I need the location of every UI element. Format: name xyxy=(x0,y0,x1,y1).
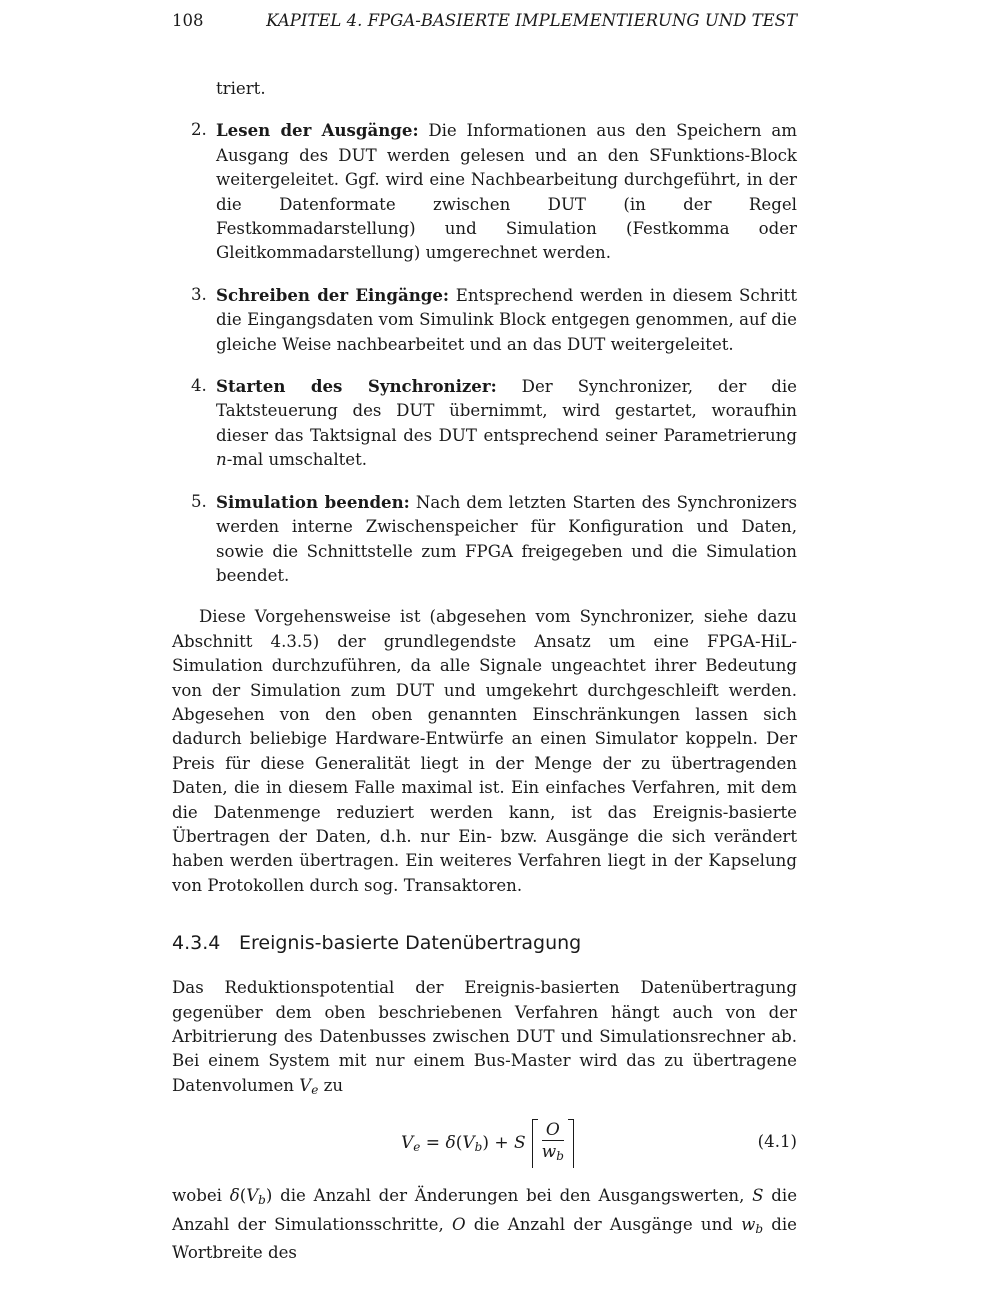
numbered-list xyxy=(172,118,797,588)
list-item-number: 4. xyxy=(191,376,207,396)
list-item-term: Starten des Synchronizer: xyxy=(216,376,497,397)
final-paragraph: wobei $\delta(V_b)$ die Anzahl der Änderungen bei den Ausgangswerten, S die Anzahl der Simulationsschritte, O die Anzahl der Ausgänge und $w_b$ die Wortbreite des xyxy=(172,1186,798,1263)
list-item-description: Nach dem letzten Starten des Synchronizers werden interne Zwischenspeicher für Konfiguration und Daten, sowie die Schnittstelle zum FPGA freigegeben und die Simulation beendet. xyxy=(216,492,797,585)
section-paragraph xyxy=(172,976,797,1102)
list-continuation-text: triert. xyxy=(216,79,266,98)
inline-math-vb: $V_b$ xyxy=(246,1186,266,1208)
eq-plus: + xyxy=(488,1133,515,1154)
list-item-description: Entsprechend werden in diesem Schritt die Eingangsdaten vom Simulink Block entgegen genommen, auf die gleiche Weise nachbearbeitet und an das DUT weitergeleitet. xyxy=(216,285,797,354)
fraction-denominator: $w_b$ xyxy=(541,1141,564,1163)
inline-math-o: O xyxy=(451,1214,466,1234)
ceiling-left-bracket xyxy=(532,1119,538,1168)
body-paragraph: Diese Vorgehensweise ist (abgesehen vom Synchronizer, siehe dazu Abschnitt 4.3.5) der grundlegendste Ansatz um eine FPGA-HiL-Simulation durchzuführen, da alle Signale ungeachtet ihrer Bedeutung von der Simulation zum DUT und umgekehrt durchgeschleift werden. Abgesehen von den oben genannten Einschränkungen lassen sich dadurch beliebige Hardware-Entwürfe an einen Simulator koppeln. Der Preis für diese Generalität liegt in der Menge der zu übertragenden Daten, die in diesem Falle maximal ist. Ein einfaches Verfahren, mit dem die Datenmenge reduziert werden kann, ist das Ereignis-basierte Übertragen der Daten, d.h. nur Ein- bzw. Ausgänge die sich verändert haben werden übertragen. Ein weiteres Verfahren liegt in der Kapselung von Protokollen durch sog. Transaktoren. xyxy=(172,607,797,895)
eq-ceiling xyxy=(532,1119,574,1167)
section-number: 4.3.4 xyxy=(172,932,221,955)
eq-open-paren: ( xyxy=(455,1133,463,1154)
list-item-number: 5. xyxy=(191,491,207,511)
page-header xyxy=(172,10,797,32)
page-number: 108 xyxy=(172,11,204,30)
equation-4-1 xyxy=(172,1114,797,1172)
list-item xyxy=(172,374,797,473)
list-item-term: Lesen der Ausgänge: xyxy=(216,120,419,141)
section-heading xyxy=(172,930,797,956)
running-title: KAPITEL 4. FPGA-BASIERTE IMPLEMENTIERUNG UND TEST xyxy=(266,11,797,30)
section-title: Ereignis-basierte Datenübertragung xyxy=(239,932,582,955)
inline-math-n: n xyxy=(216,450,227,470)
list-item-text xyxy=(216,490,797,589)
inline-math-delta: δ xyxy=(229,1186,240,1206)
eq-delta: δ xyxy=(445,1133,456,1154)
eq-equals: = xyxy=(420,1133,446,1154)
list-item xyxy=(172,283,797,357)
page-body xyxy=(172,77,797,1265)
eq-arg: $V_b$ xyxy=(462,1132,483,1154)
eq-fraction xyxy=(539,1120,567,1167)
list-item-description-end: -mal umschaltet. xyxy=(226,450,368,470)
eq-close-paren: ) xyxy=(482,1133,489,1154)
list-item xyxy=(172,490,797,589)
eq-lhs: $V_e$ xyxy=(401,1132,421,1154)
equation-number: (4.1) xyxy=(757,1132,797,1152)
fraction-numerator: O xyxy=(542,1120,564,1141)
inline-math-ve: $V_e$ xyxy=(299,1075,319,1097)
inline-math-s: S xyxy=(752,1186,764,1206)
list-item-text xyxy=(216,374,797,473)
equation-body xyxy=(401,1114,574,1172)
eq-s: S xyxy=(514,1133,526,1154)
list-item-number: 3. xyxy=(191,284,207,304)
ceiling-right-bracket xyxy=(568,1119,574,1168)
list-item xyxy=(172,118,797,265)
list-item-term: Schreiben der Eingänge: xyxy=(216,284,450,305)
inline-math-wb: $w_b$ xyxy=(741,1214,764,1236)
section-paragraph-text: Das Reduktionspotential der Ereignis-basierten Datenübertragung gegenüber dem oben beschriebenen Verfahren hängt auch von der Arbitrierung des Datenbusses zwischen DUT und Simulationsrechner ab. Bei einem System mit nur einem Bus-Master wird das zu übertragene Datenvolumen xyxy=(172,978,797,1095)
list-item-term: Simulation beenden: xyxy=(216,491,410,512)
list-item-text xyxy=(216,283,797,357)
list-item-description: Der Synchronizer, der die Taktsteuerung des DUT übernimmt, wird gestartet, woraufhin dieser das Taktsignal des DUT entsprechend seiner Parametrierung xyxy=(216,377,797,445)
list-item-number: 2. xyxy=(191,120,207,140)
list-item-description: Die Informationen aus den Speichern am Ausgang des DUT werden gelesen und an den SFunktions-Block weitergeleitet. Ggf. wird eine Nachbearbeitung durchgeführt, in der die Datenformate zwischen DUT (in der Regel Festkommadarstellung) und Simulation (Festkomma oder Gleitkommadarstellung) umgerechnet werden. xyxy=(216,121,797,263)
list-item-text xyxy=(216,118,797,265)
section-paragraph-end: zu xyxy=(318,1075,344,1095)
